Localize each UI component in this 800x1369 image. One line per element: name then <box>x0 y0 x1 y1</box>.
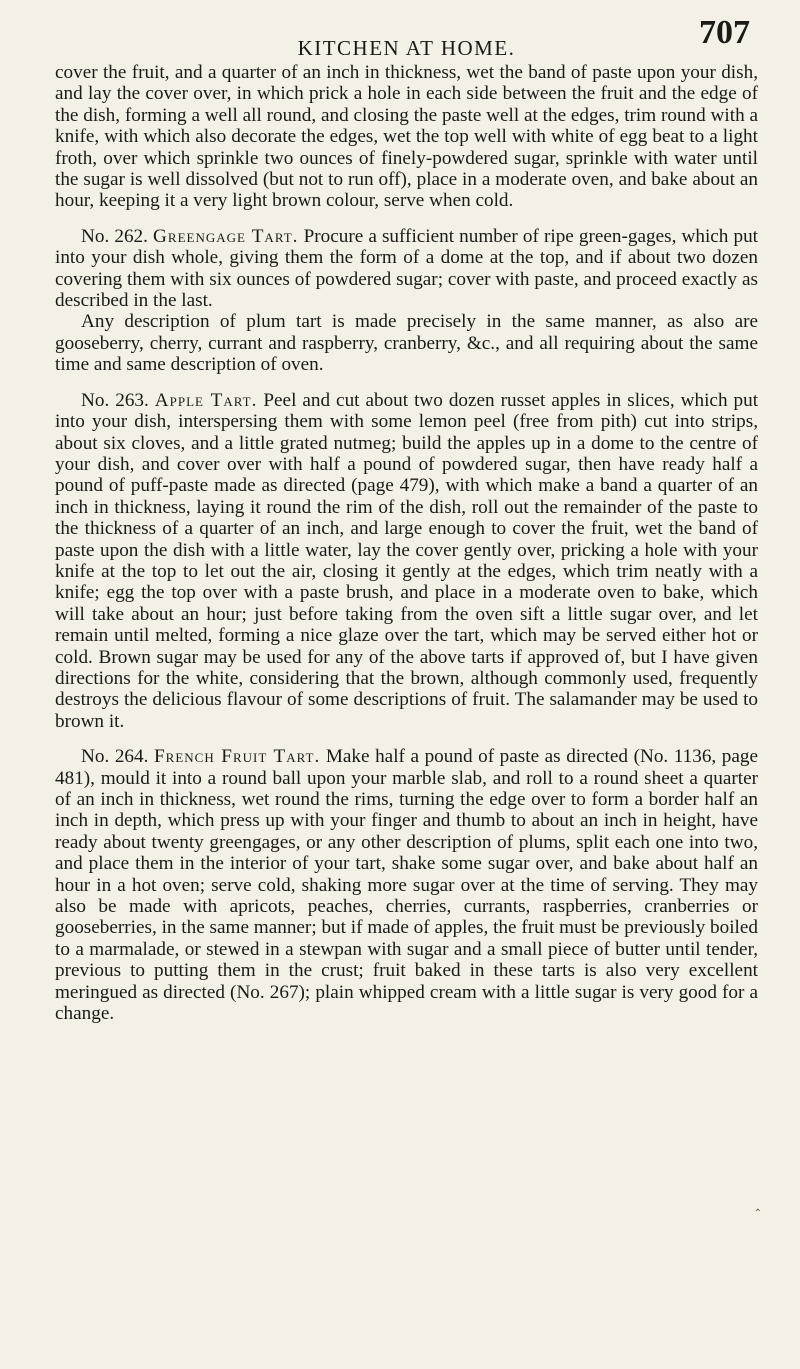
running-title: KITCHEN AT HOME. <box>297 36 516 60</box>
recipe-title: Apple Tart. <box>154 389 258 411</box>
recipe-french-fruit-tart <box>55 746 758 1024</box>
recipe-title: French Fruit Tart. <box>153 746 321 768</box>
running-header <box>55 14 758 62</box>
recipe-note: Any description of plum tart is made precisely in the same manner, as also are gooseberry, cherry, currant and raspberry, cranberry, &c., and all requiring about the same time and same description of oven. <box>55 311 758 376</box>
page-number: 707 <box>699 14 750 51</box>
recipe-title: Greengage Tart. <box>153 225 299 247</box>
page-edge-mark: ⌃ <box>753 1208 762 1219</box>
recipe-number: No. 262. <box>81 225 148 247</box>
recipe-apple-tart <box>55 390 758 733</box>
recipe-number: No. 263. <box>81 389 149 411</box>
continued-paragraph: cover the fruit, and a quarter of an inch in thickness, wet the band of paste upon your dish, and lay the cover over, in which prick a hole in each side between the fruit and the edge of the dish, forming a well all round, and closing the paste well at the edges, trim round with a knife, with which also decorate the edges, wet the top well with white of egg beat to a light froth, over which sprinkle two ounces of finely-powdered sugar, sprinkle with water until the sugar is well dissolved (but not to run off), place in a moderate oven, and bake about an hour, keeping it a very light brown colour, serve when cold. <box>55 62 758 212</box>
recipe-number: No. 264. <box>81 746 149 768</box>
recipe-text: Procure a sufficient number of ripe green-gages, which put into your dish whole, giving them the form of a dome at the top, and if about two dozen covering them with six ounces of powdered sugar; cover with paste, and proceed exactly as described in the last. <box>55 225 759 312</box>
page-body <box>55 62 758 1024</box>
recipe-greengage-tart <box>55 226 758 312</box>
recipe-text: Peel and cut about two dozen russet apples in slices, which put into your dish, interspersing them with some lemon peel (free from pith) cut into strips, about six cloves, and a little grated nutmeg; build the apples up in a dome to the centre of your dish, and cover over with half a pound of powdered sugar, then have ready half a pound of puff-paste made as directed (page 479), with which make a band a quarter of an inch in thickness, laying it round the rim of the dish, roll out the remainder of the paste to the thickness of a quarter of an inch, and large enough to cover the fruit, wet the band of paste upon the dish with a little water, lay the cover gently over, pricking a hole with your knife at the top to let out the air, closing it gently at the edges, which trim neatly with a knife; egg the top over with a paste brush, and place in a moderate oven to bake, which will take about an hour; just before taking from the oven sift a little sugar over, and let remain until melted, forming a nice glaze over the tart, which may be served either hot or cold. Brown sugar may be used for any of the above tarts if approved of, but I have given directions for the white, considering that the brown, although commonly used, frequently destroys the delicious flavour of some descriptions of fruit. The salamander may be used to brown it. <box>55 389 759 732</box>
recipe-text: Make half a pound of paste as directed (No. 1136, page 481), mould it into a round ball upon your marble slab, and roll to a round sheet a quarter of an inch in thickness, wet round the rims, turning the edge over to form a border half an inch in depth, which press up with your finger and thumb to about an inch in height, have ready about twenty greengages, or any other description of plums, split each one into two, and place them in the interior of your tart, shake some sugar over, and bake about half an hour in a hot oven; serve cold, shaking more sugar over at the time of serving. They may also be made with apricots, peaches, cherries, currants, raspberries, cranberries or gooseberries, in the same manner; but if made of apples, the fruit must be previously boiled to a marmalade, or stewed in a stewpan with sugar and a small piece of butter until tender, previous to putting them in the crust; fruit baked in these tarts is also very excellent meringued as directed (No. 267); plain whipped cream with a little sugar is very good for a change. <box>55 746 759 1025</box>
